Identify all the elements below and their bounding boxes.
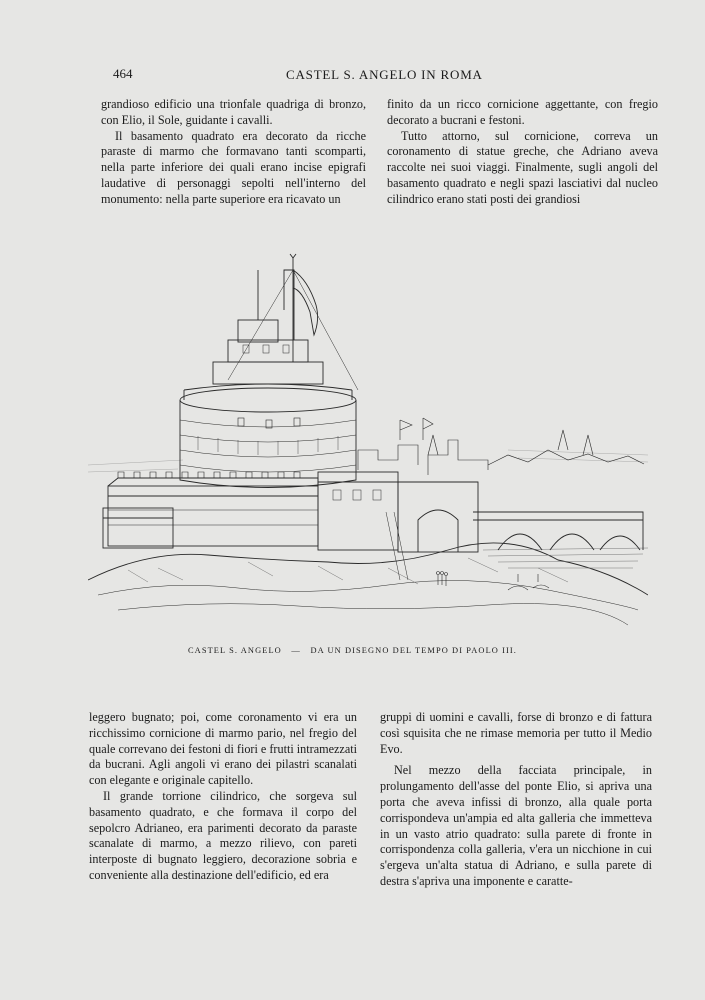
bridge — [473, 512, 643, 550]
bottom-left-column — [89, 710, 357, 884]
paragraph: Il basamento quadrato era decorato da ricche paraste di marmo che formavano tanti scomparti, nella parte inferiore dei quali erano incise epigrafi laudative di personaggi sepolti nell'interno del monumento: nella parte superiore era ricavato un — [101, 128, 366, 206]
upper-tiers — [213, 270, 323, 384]
page-number: 464 — [113, 66, 133, 81]
paragraph: gruppi di uomini e cavalli, forse di bronzo e di fattura così squisita che ne rimase memoria per tutto il Medio Evo. — [380, 710, 652, 756]
bastion-wall — [103, 472, 318, 548]
running-title: CASTEL S. ANGELO IN ROMA — [286, 67, 483, 82]
paragraph: finito da un ricco cornicione aggettante, con fregio decorato a bucrani e festoni. — [387, 97, 658, 127]
flag — [228, 254, 358, 390]
distant-city — [358, 418, 644, 475]
top-right-column — [387, 97, 658, 208]
caption-dash: — — [291, 646, 301, 655]
paragraph: Nel mezzo della facciata principale, in prolungamento dell'asse del ponte Elio, si apriva una porta che aveva infissi di bronzo, alla quale porta corrispondeva un'ampia ed alta galleria che immetteva in un vasto atrio quadrato: sulla parete di fronte in corrispondenza colla galleria, v'era un nicchione in cui s'ergeva un'alta statua di Adriano, e sulla parete di destra s'apriva una imponente e caratte- — [380, 763, 652, 888]
river — [483, 548, 648, 568]
paragraph: Il grande torrione cilindrico, che sorgeva sul basamento quadrato, e che formava il corpo del sepolcro Adrianeo, era parimenti decorato da paraste scanalate di marmo, a mezzo rilievo, con pareti interposte di bugnato leggiero, decorazione sobria e conveniente alla destinazione dell'edificio, ed era — [89, 788, 357, 882]
paragraph: Tutto attorno, sul cornicione, correva un coronamento di statue greche, che Adriano aveva raccolte nei suoi viaggi. Finalmente, sugli angoli del basamento quadrato e negli spazi lasciativi dal nucleo cilindrico erano stati posti dei grandiosi — [387, 128, 658, 206]
castle-drawing — [88, 250, 648, 640]
top-left-column — [101, 97, 366, 208]
paragraph: grandioso edificio una trionfale quadriga di bronzo, con Elio, il Sole, guidante i cavalli. — [101, 97, 366, 127]
caption-source: DA UN DISEGNO DEL TEMPO DI PAOLO III. — [310, 646, 517, 655]
figure-caption — [0, 646, 705, 655]
paragraph: leggero bugnato; poi, come coronamento vi era un ricchissimo cornicione di marmo pario, nel fregio del quale correvano dei festoni di fiori e frutti intramezzati da bucrani. Agli angoli vi erano dei pilastri scanalati con elegante e originale capitello. — [89, 710, 358, 788]
castle-illustration — [88, 250, 648, 640]
background-hatching — [88, 450, 648, 472]
gate-block — [318, 472, 478, 580]
caption-title: CASTEL S. ANGELO — [187, 646, 282, 655]
bottom-right-column — [380, 710, 652, 890]
